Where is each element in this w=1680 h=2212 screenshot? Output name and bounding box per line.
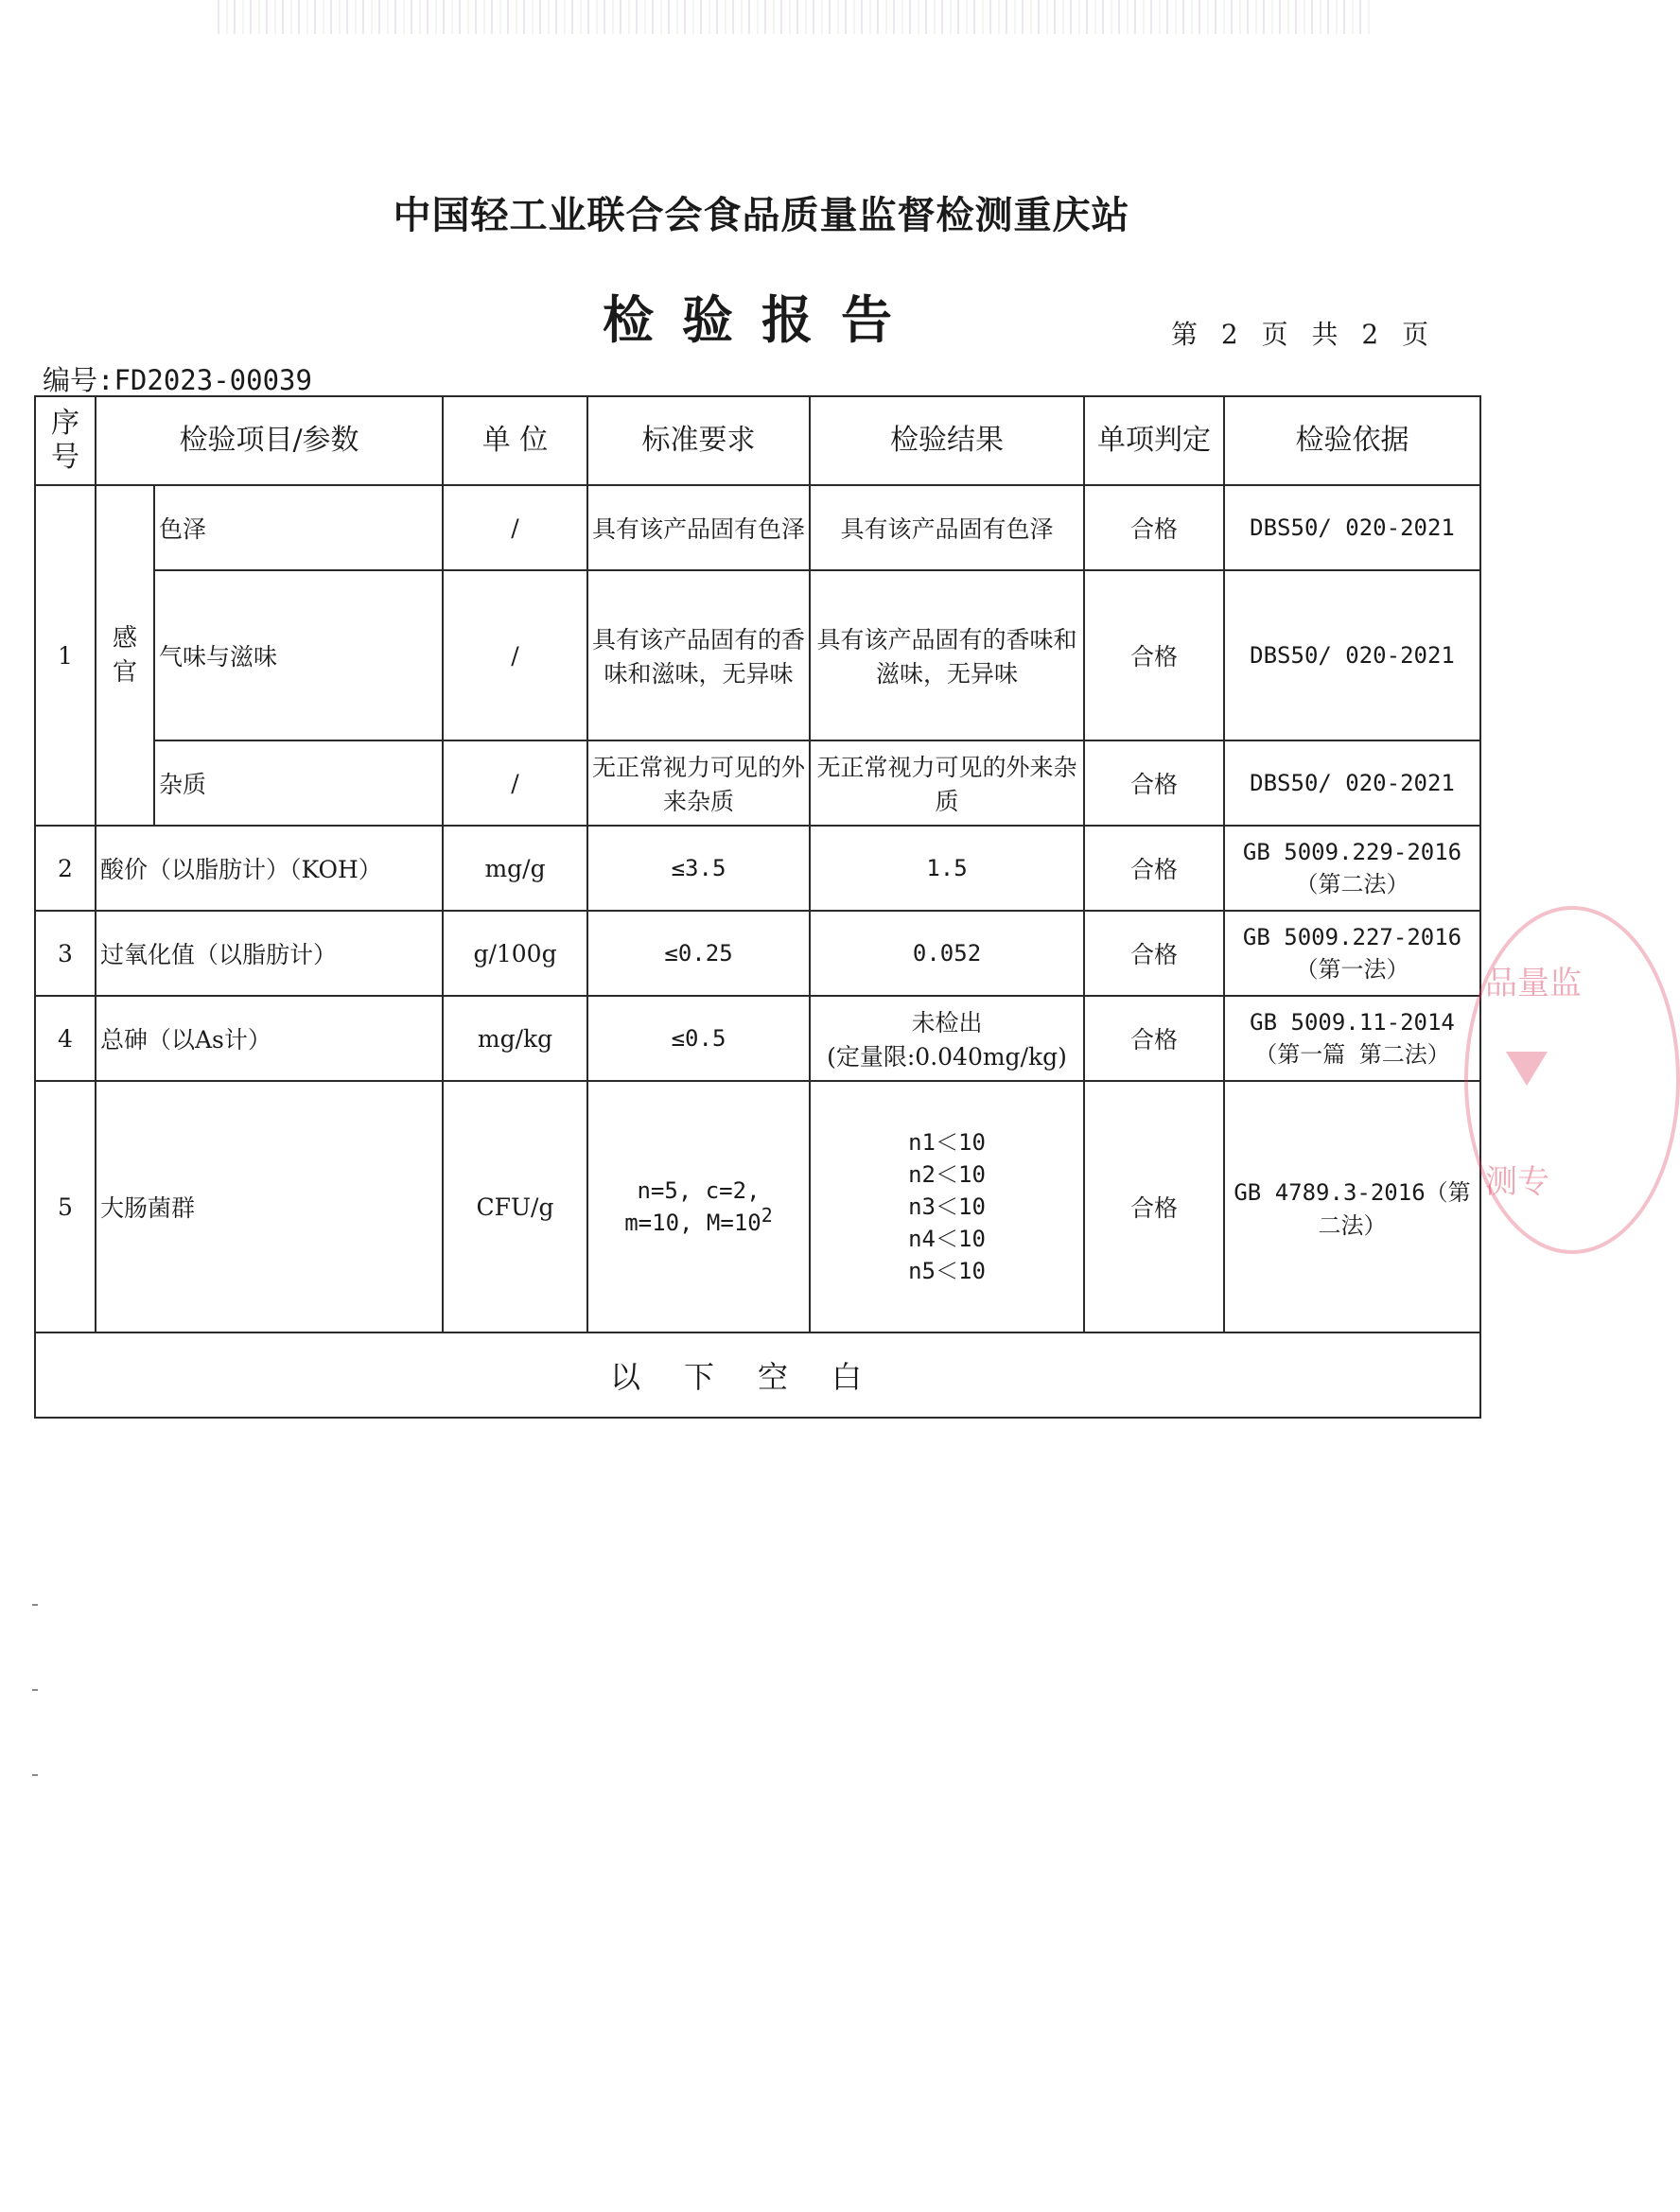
red-seal-stamp (1464, 906, 1680, 1254)
row-basis: GB 5009.229-2016（第二法） (1224, 826, 1480, 911)
row-unit: / (443, 570, 587, 740)
blank-row (35, 1332, 1480, 1418)
table-header-row (35, 396, 1480, 485)
row-result: 0.052 (810, 911, 1084, 996)
result-line: n1＜10 (908, 1129, 986, 1156)
row-standard: 无正常视力可见的外来杂质 (587, 740, 810, 826)
stamp-text-top: 品量监 (1485, 965, 1582, 1002)
row-judgment: 合格 (1084, 996, 1224, 1081)
row-item: 杂质 (154, 740, 443, 826)
row-judgment: 合格 (1084, 740, 1224, 826)
header-standard: 标准要求 (587, 396, 810, 485)
stamp-star-icon (1506, 1052, 1548, 1086)
inspection-table (34, 395, 1481, 1419)
row-item: 色泽 (154, 485, 443, 570)
result-line: n4＜10 (908, 1226, 986, 1252)
standard-line-1: n=5, c=2, (637, 1177, 761, 1204)
page-info: 第 2 页 共 2 页 (1171, 319, 1437, 350)
table-row (35, 996, 1480, 1081)
row-unit: CFU/g (443, 1081, 587, 1332)
header-seq: 序号 (35, 396, 96, 485)
table-row (35, 485, 1480, 570)
row-seq: 5 (35, 1081, 96, 1332)
row-seq: 2 (35, 826, 96, 911)
row-standard: 具有该产品固有色泽 (587, 485, 810, 570)
row-item: 气味与滋味 (154, 570, 443, 740)
report-title: 检验报告 (603, 289, 920, 350)
row-result-note: (定量限:0.040mg/kg) (827, 1043, 1067, 1071)
row-standard: ≤0.5 (587, 996, 810, 1081)
scan-artifact-bar (218, 0, 1372, 34)
stamp-text-bottom: 测专 (1485, 1163, 1549, 1201)
row-result (810, 996, 1084, 1081)
table-row (35, 740, 1480, 826)
row-result (810, 1081, 1084, 1332)
row-judgment: 合格 (1084, 826, 1224, 911)
margin-mark (32, 1774, 38, 1776)
standard-exponent: 2 (761, 1204, 773, 1227)
header-unit: 单 位 (443, 396, 587, 485)
row-category: 感官 (96, 485, 154, 826)
row-standard: ≤0.25 (587, 911, 810, 996)
blank-note: 以下空白 (35, 1332, 1480, 1418)
header-basis: 检验依据 (1224, 396, 1480, 485)
row-seq: 4 (35, 996, 96, 1081)
row-unit: / (443, 485, 587, 570)
row-standard: 具有该产品固有的香味和滋味，无异味 (587, 570, 810, 740)
result-line: n3＜10 (908, 1193, 986, 1220)
row-result: 具有该产品固有的香味和滋味，无异味 (810, 570, 1084, 740)
header-judgment: 单项判定 (1084, 396, 1224, 485)
row-basis: DBS50/ 020-2021 (1224, 485, 1480, 570)
row-result: 无正常视力可见的外来杂质 (810, 740, 1084, 826)
row-basis: GB 5009.227-2016（第一法） (1224, 911, 1480, 996)
row-basis: GB 5009.11-2014（第一篇 第二法） (1224, 996, 1480, 1081)
row-seq: 3 (35, 911, 96, 996)
row-unit: mg/kg (443, 996, 587, 1081)
row-judgment: 合格 (1084, 1081, 1224, 1332)
result-line: n2＜10 (908, 1161, 986, 1188)
table-row (35, 911, 1480, 996)
row-item: 大肠菌群 (96, 1081, 443, 1332)
row-item: 酸价（以脂肪计）（KOH） (96, 826, 443, 911)
row-basis: DBS50/ 020-2021 (1224, 740, 1480, 826)
report-number: 编号:FD2023-00039 (43, 364, 312, 396)
table-row (35, 826, 1480, 911)
header-item: 检验项目/参数 (96, 396, 443, 485)
margin-mark (32, 1689, 38, 1691)
row-judgment: 合格 (1084, 485, 1224, 570)
result-line: n5＜10 (908, 1258, 986, 1284)
row-judgment: 合格 (1084, 570, 1224, 740)
margin-mark (32, 1604, 38, 1606)
row-unit: g/100g (443, 911, 587, 996)
row-seq: 1 (35, 485, 96, 826)
row-basis: DBS50/ 020-2021 (1224, 570, 1480, 740)
org-title: 中国轻工业联合会食品质量监督检测重庆站 (393, 194, 1130, 237)
table-row (35, 1081, 1480, 1332)
row-item: 过氧化值（以脂肪计） (96, 911, 443, 996)
standard-line-2: m=10, $M=10^2$ (624, 1204, 773, 1236)
row-result: 具有该产品固有色泽 (810, 485, 1084, 570)
header-result: 检验结果 (810, 396, 1084, 485)
row-unit: / (443, 740, 587, 826)
row-judgment: 合格 (1084, 911, 1224, 996)
table-row (35, 570, 1480, 740)
row-standard (587, 1081, 810, 1332)
row-standard: ≤3.5 (587, 826, 810, 911)
row-basis: GB 4789.3-2016（第二法） (1224, 1081, 1480, 1332)
row-item: 总砷（以As计） (96, 996, 443, 1081)
row-result-main: 未检出 (911, 1009, 983, 1036)
row-result: 1.5 (810, 826, 1084, 911)
row-unit: mg/g (443, 826, 587, 911)
